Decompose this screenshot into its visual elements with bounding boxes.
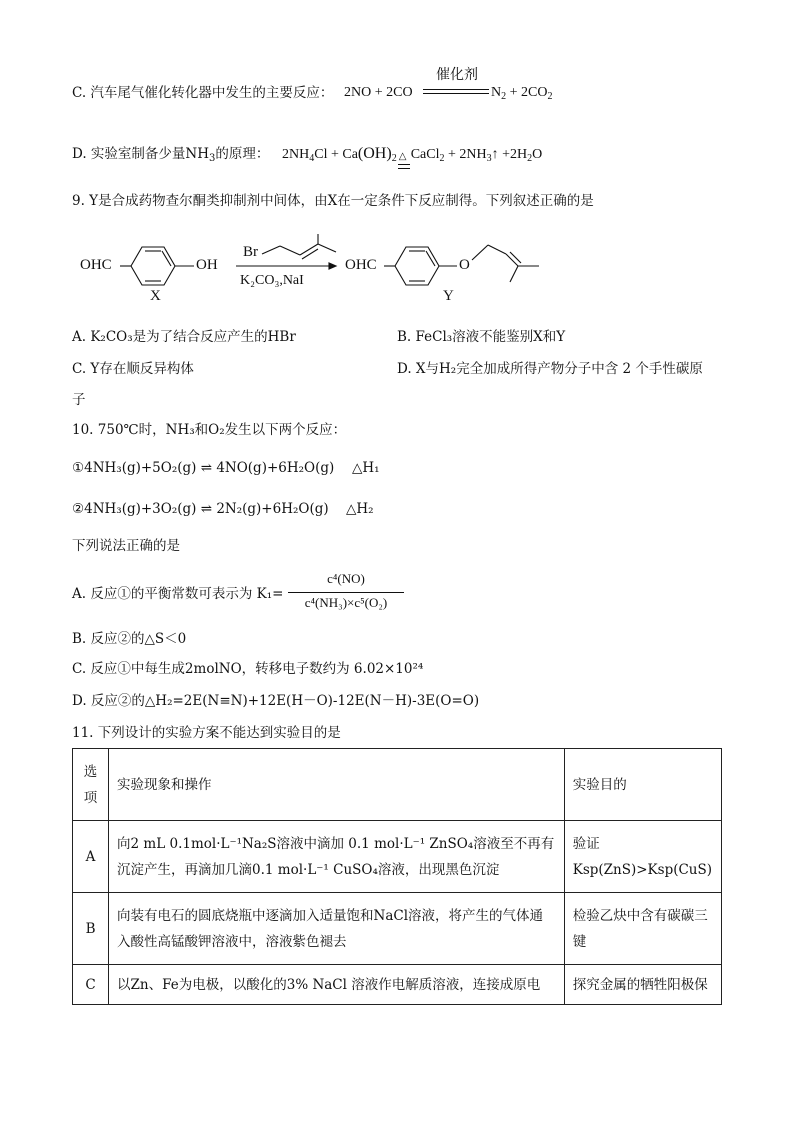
row-b-operation: 向装有电石的圆底烧瓶中逐滴加入适量饱和NaCl溶液，将产生的气体通入酸性高锰酸钾溶液中，溶液紫色褪去 (109, 893, 565, 965)
q8d-label-tail: 的原理： (215, 146, 270, 162)
q8c-reactants: 2NO + 2CO (344, 85, 413, 100)
x-ohc: OHC (80, 257, 112, 273)
y-label: Y (443, 288, 454, 304)
q9-option-c: C. Y存在顺反异构体 (72, 361, 194, 377)
q8d-label: D. 实验室制备少量NH (72, 146, 210, 162)
y-ohc: OHC (345, 257, 377, 273)
q8c-co-sub: 2 (547, 91, 553, 102)
x-benzene-ring (131, 247, 175, 285)
q10-option-a-denominator: c⁴(NH₃)×c⁵(O₂) (304, 595, 388, 610)
x-oh: OH (196, 257, 218, 273)
row-c-option: C (73, 965, 109, 1005)
q8d-c-sub: 2 (391, 153, 397, 164)
header-purpose: 实验目的 (564, 749, 721, 821)
q10-reaction-2: ②4NH₃(g)+3O₂(g) ⇌ 2N₂(g)+6H₂O(g) (72, 501, 329, 517)
reagent-br: Br (243, 244, 258, 260)
table-row (73, 965, 722, 1005)
row-c-purpose: 探究金属的牺牲阳极保 (564, 965, 721, 1005)
table-row (73, 893, 722, 965)
row-a-operation: 向2 mL 0.1mol·L⁻¹Na₂S溶液中滴加 0.1 mol·L⁻¹ ZnSO₄溶液至不再有沉淀产生，再滴加几滴0.1 mol·L⁻¹ CuSO₄溶液，出现黑色沉淀 (109, 821, 565, 893)
reagent-conditions: K₂CO₃,NaI (240, 273, 304, 288)
q10-fraction-bar (288, 592, 404, 593)
q8d-d: CaCl (410, 147, 440, 162)
row-b-purpose: 检验乙炔中含有碳碳三键 (564, 893, 721, 965)
q8d-a: 2NH (282, 147, 310, 162)
q11-stem: 11. 下列设计的实验方案不能达到实验目的是 (72, 725, 341, 741)
y-o: O (459, 257, 470, 273)
q8d-b: Cl + Ca (314, 147, 358, 162)
y-benzene-ring (395, 247, 439, 285)
q10-reaction-1: ①4NH₃(g)+5O₂(g) ⇌ 4NO(g)+6H₂O(g) (72, 460, 335, 476)
q10-option-c: C. 反应①中每生成2molNO，转移电子数约为 6.02×10²⁴ (72, 661, 424, 677)
q8d-heat: △ (398, 151, 407, 162)
q8c-catalyst: 催化剂 (436, 68, 478, 83)
q10-option-d: D. 反应②的△H₂=2E(N≡N)+12E(H－O)-12E(N－H)-3E(O=O) (72, 693, 480, 709)
q10-dh2: △H₂ (346, 501, 374, 517)
header-option: 选项 (73, 749, 109, 821)
q9-option-a: A. K₂CO₃是为了结合反应产生的HBr (72, 329, 296, 345)
q8c-n-sub: 2 (501, 91, 507, 102)
q9-option-d-cont: 子 (72, 392, 86, 408)
q8d-d-sub: 2 (439, 153, 445, 164)
q9-option-d: D. X与H₂完全加成所得产物分子中含 2 个手性碳原 (397, 361, 703, 377)
q10-dh1: △H₁ (352, 460, 380, 476)
q8c-co: + 2CO (506, 85, 548, 100)
q10-option-a-numerator: c⁴(NO) (327, 571, 365, 586)
q9-reaction-scheme (0, 0, 794, 330)
header-operation: 实验现象和操作 (109, 749, 565, 821)
row-c-operation: 以Zn、Fe为电极，以酸化的3% NaCl 溶液作电解质溶液，连接成原电 (109, 965, 565, 1005)
q8d-e-sub: 3 (486, 153, 492, 164)
table-row (73, 821, 722, 893)
x-label: X (150, 288, 161, 304)
q8d-f-sub: 2 (527, 153, 533, 164)
q8c-label: C. 汽车尾气催化转化器中发生的主要反应： (72, 85, 334, 101)
q10-option-a-label: A. 反应①的平衡常数可表示为 K₁= (72, 586, 284, 602)
q10-option-b: B. 反应②的△S＜0 (72, 631, 187, 647)
q11-table (72, 748, 722, 1005)
q8d-e: + 2NH (444, 147, 487, 162)
q9-option-b: B. FeCl₃溶液不能鉴别X和Y (397, 329, 566, 345)
q8d-f: ↑ +2H (491, 147, 528, 162)
table-header-row (73, 749, 722, 821)
q8d-label-sub: 3 (209, 153, 216, 164)
row-a-purpose: 验证 Ksp(ZnS)>Ksp(CuS) (564, 821, 721, 893)
row-b-option: B (73, 893, 109, 965)
q10-lead: 下列说法正确的是 (72, 538, 180, 554)
q8c-n: N (491, 85, 502, 100)
q8d-c: (OH) (357, 145, 392, 162)
q8d-a-sub: 4 (309, 153, 315, 164)
q9-stem: 9. Y是合成药物查尔酮类抑制剂中间体，由X在一定条件下反应制得。下列叙述正确的是 (72, 193, 594, 209)
q10-stem: 10. 750℃时，NH₃和O₂发生以下两个反应： (72, 422, 347, 438)
q8d-g: O (532, 147, 543, 162)
row-a-option: A (73, 821, 109, 893)
